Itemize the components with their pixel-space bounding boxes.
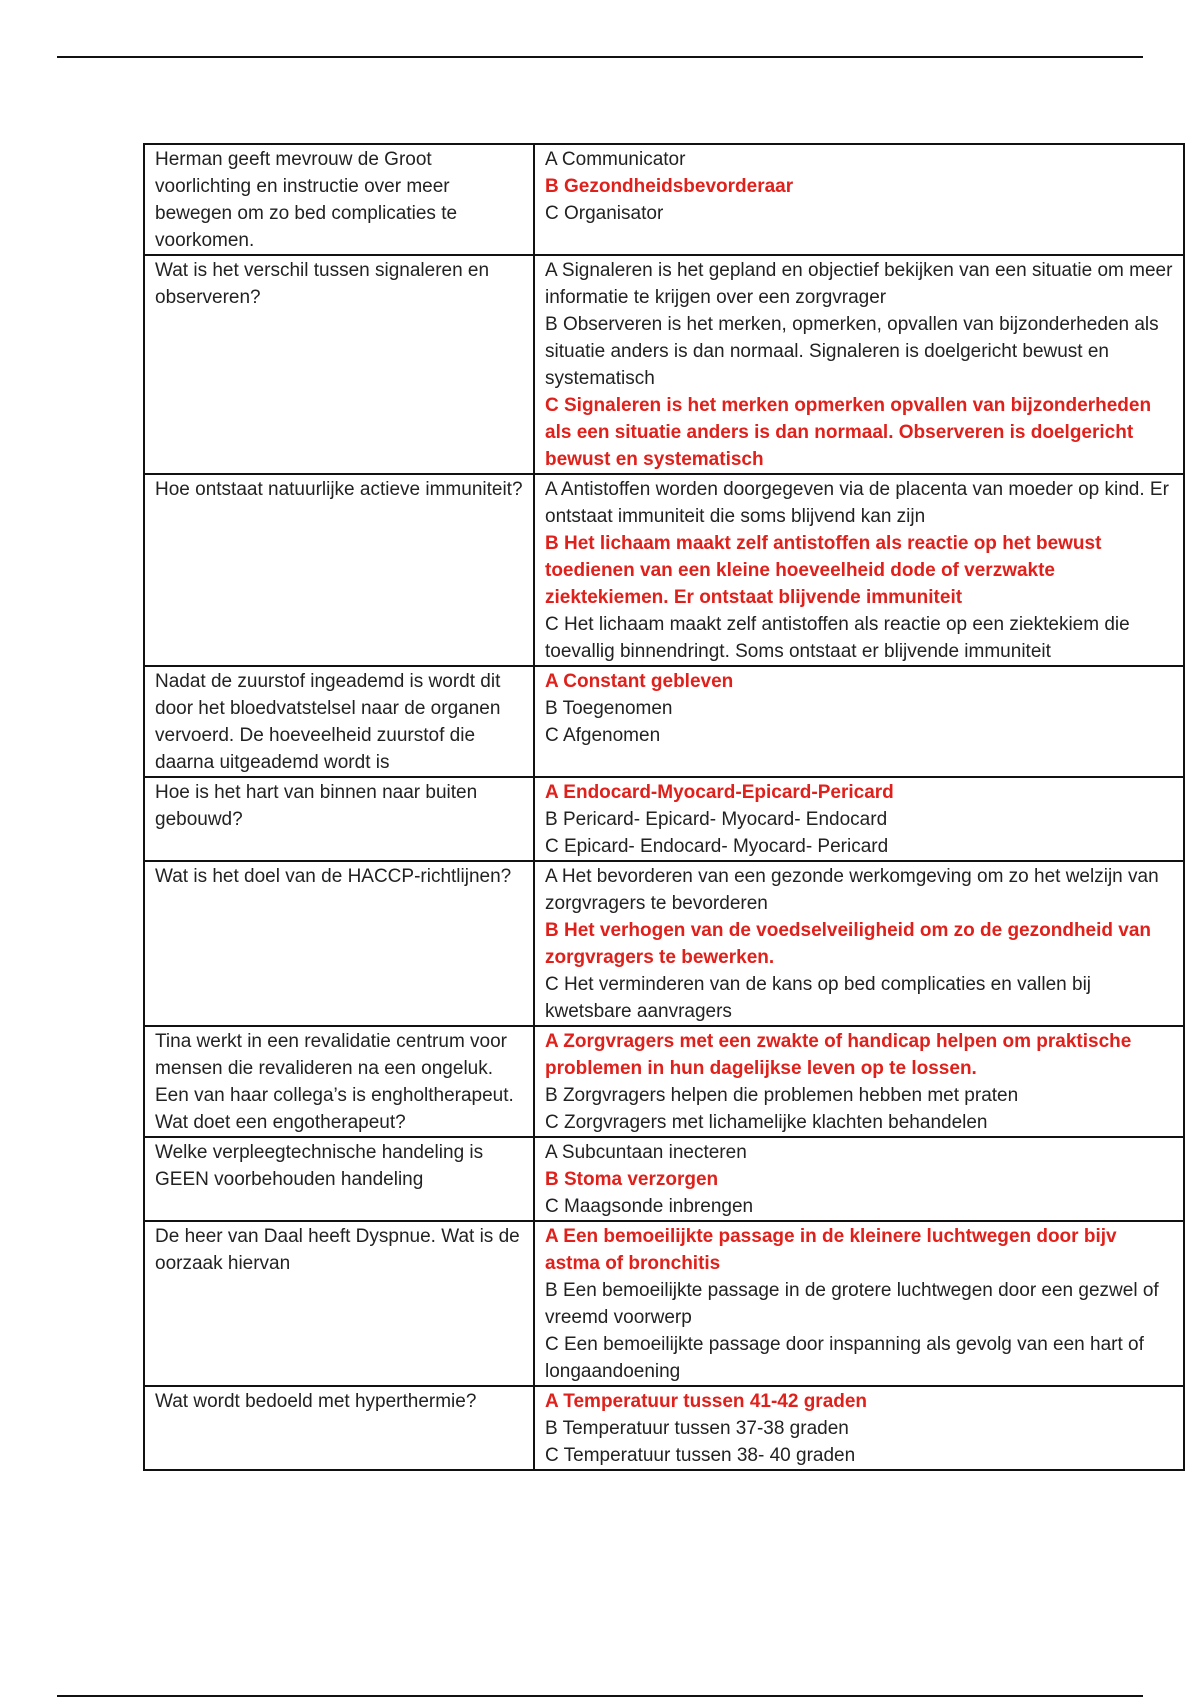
question-cell: Wat is het doel van de HACCP-richtlijnen?	[144, 861, 534, 1026]
question-row	[144, 474, 1184, 666]
answer-cell	[534, 1026, 1184, 1137]
answer-option: C Het verminderen van de kans op bed complicaties en vallen bij kwetsbare aanvragers	[545, 974, 1092, 1022]
answer-option: C Maagsonde inbrengen	[545, 1196, 754, 1217]
correct-answer-option: A Endocard-Myocard-Epicard-Pericard	[545, 782, 894, 803]
question-row	[144, 1386, 1184, 1470]
question-cell: Herman geeft mevrouw de Groot voorlichting en instructie over meer bewegen om zo bed complicaties te voorkomen.	[144, 144, 534, 255]
correct-answer-option: A Een bemoeilijkte passage in de kleinere luchtwegen door bijv astma of bronchitis	[545, 1226, 1117, 1274]
question-cell: Wat wordt bedoeld met hyperthermie?	[144, 1386, 534, 1470]
correct-answer-option: B Het lichaam maakt zelf antistoffen als reactie op het bewust toedienen van een kleine hoeveelheid dode of verzwakte ziektekiemen. Er ontstaat blijvende immuniteit	[545, 533, 1102, 608]
answer-option: A Subcuntaan inecteren	[545, 1142, 747, 1163]
question-row	[144, 255, 1184, 474]
answer-cell	[534, 255, 1184, 474]
answer-option: A Communicator	[545, 149, 686, 170]
question-cell: Hoe is het hart van binnen naar buiten gebouwd?	[144, 777, 534, 861]
answer-option: C Organisator	[545, 203, 664, 224]
correct-answer-option: C Signaleren is het merken opmerken opvallen van bijzonderheden als een situatie anders is dan normaal. Observeren is doelgericht bewust en systematisch	[545, 395, 1152, 470]
answer-option: C Temperatuur tussen 38- 40 graden	[545, 1445, 856, 1466]
correct-answer-option: B Het verhogen van de voedselveiligheid om zo de gezondheid van zorgvragers te bewerken.	[545, 920, 1152, 968]
question-cell: Tina werkt in een revalidatie centrum voor mensen die revalideren na een ongeluk. Een van haar collega’s is engholtherapeut. Wat doet een engotherapeut?	[144, 1026, 534, 1137]
question-cell: Hoe ontstaat natuurlijke actieve immuniteit?	[144, 474, 534, 666]
question-row	[144, 144, 1184, 255]
answer-option: A Antistoffen worden doorgegeven via de placenta van moeder op kind. Er ontstaat immuniteit die soms blijvend kan zijn	[545, 479, 1169, 527]
question-row	[144, 861, 1184, 1026]
answer-option: B Zorgvragers helpen die problemen hebben met praten	[545, 1085, 1019, 1106]
answer-option: B Pericard- Epicard- Myocard- Endocard	[545, 809, 888, 830]
answer-option: C Het lichaam maakt zelf antistoffen als reactie op een ziektekiem die toevallig binnendringt. Soms ontstaat er blijvende immuniteit	[545, 614, 1130, 662]
answer-cell	[534, 144, 1184, 255]
question-row	[144, 777, 1184, 861]
question-row	[144, 666, 1184, 777]
question-row	[144, 1026, 1184, 1137]
answer-option: A Het bevorderen van een gezonde werkomgeving om zo het welzijn van zorgvragers te bevorderen	[545, 866, 1159, 914]
answer-option: B Temperatuur tussen 37-38 graden	[545, 1418, 849, 1439]
answer-option: C Epicard- Endocard- Myocard- Pericard	[545, 836, 889, 857]
answer-option: C Afgenomen	[545, 725, 661, 746]
question-cell: Welke verpleegtechnische handeling is GEEN voorbehouden handeling	[144, 1137, 534, 1221]
question-cell: De heer van Daal heeft Dyspnue. Wat is de oorzaak hiervan	[144, 1221, 534, 1386]
answer-cell	[534, 1137, 1184, 1221]
answer-option: C Zorgvragers met lichamelijke klachten behandelen	[545, 1112, 988, 1133]
question-row	[144, 1221, 1184, 1386]
answer-cell	[534, 666, 1184, 777]
header-rule	[57, 56, 1143, 58]
correct-answer-option: A Constant gebleven	[545, 671, 734, 692]
question-cell: Nadat de zuurstof ingeademd is wordt dit door het bloedvatstelsel naar de organen vervoerd. De hoeveelheid zuurstof die daarna uitgeademd wordt is	[144, 666, 534, 777]
footer-rule	[57, 1695, 1143, 1697]
answer-cell	[534, 1386, 1184, 1470]
question-row	[144, 1137, 1184, 1221]
question-cell: Wat is het verschil tussen signaleren en observeren?	[144, 255, 534, 474]
answer-cell	[534, 777, 1184, 861]
question-table-body	[144, 144, 1184, 1470]
answer-cell	[534, 861, 1184, 1026]
answer-option: B Toegenomen	[545, 698, 673, 719]
answer-option: A Signaleren is het gepland en objectief bekijken van een situatie om meer informatie te krijgen over een zorgvrager	[545, 260, 1173, 308]
correct-answer-option: A Zorgvragers met een zwakte of handicap helpen om praktische problemen in hun dagelijkse leven op te lossen.	[545, 1031, 1132, 1079]
answer-cell	[534, 1221, 1184, 1386]
correct-answer-option: B Stoma verzorgen	[545, 1169, 719, 1190]
question-table	[143, 143, 1185, 1471]
correct-answer-option: B Gezondheidsbevorderaar	[545, 176, 794, 197]
correct-answer-option: A Temperatuur tussen 41-42 graden	[545, 1391, 868, 1412]
answer-option: B Observeren is het merken, opmerken, opvallen van bijzonderheden als situatie anders is dan normaal. Signaleren is doelgericht bewust en systematisch	[545, 314, 1159, 389]
answer-option: C Een bemoeilijkte passage door inspanning als gevolg van een hart of longaandoening	[545, 1334, 1144, 1382]
answer-option: B Een bemoeilijkte passage in de grotere luchtwegen door een gezwel of vreemd voorwerp	[545, 1280, 1159, 1328]
answer-cell	[534, 474, 1184, 666]
